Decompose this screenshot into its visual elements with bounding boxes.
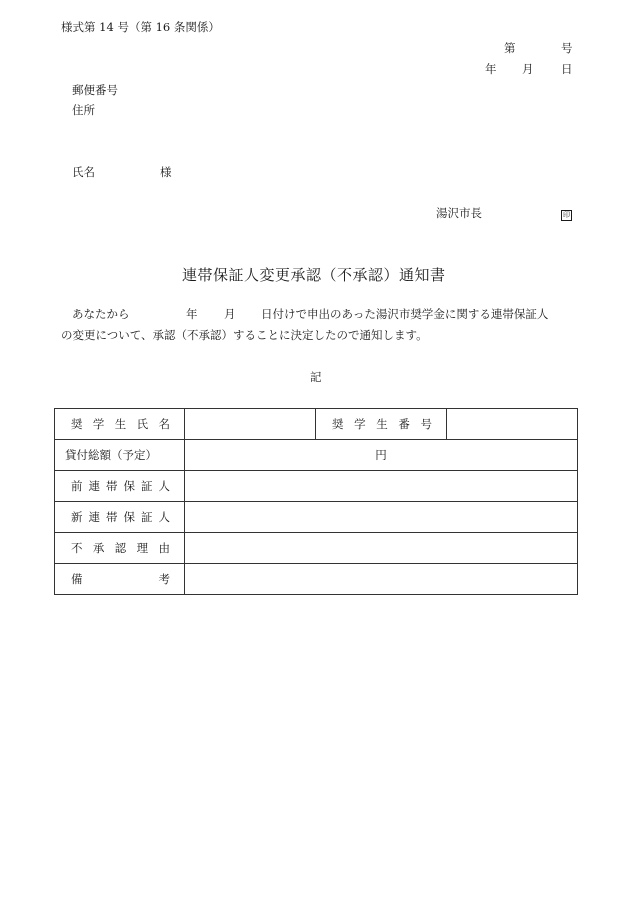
date-year: 年 bbox=[485, 62, 497, 76]
label-new-guarantor: 新 連 帯 保 証 人 bbox=[55, 502, 185, 533]
student-number-field[interactable] bbox=[447, 409, 578, 440]
postal-code-label: 郵便番号 bbox=[72, 83, 118, 97]
label-student-name: 奨 学 生 氏 名 bbox=[55, 409, 185, 440]
details-table bbox=[54, 408, 578, 595]
address-label: 住所 bbox=[72, 103, 95, 117]
total-loan-field[interactable] bbox=[185, 440, 578, 471]
table-row bbox=[55, 533, 578, 564]
form-number: 様式第 14 号（第 16 条関係） bbox=[61, 20, 220, 34]
seal-mark: 印 bbox=[563, 211, 570, 219]
table-row bbox=[55, 409, 578, 440]
date-month: 月 bbox=[522, 62, 534, 76]
former-guarantor-field[interactable] bbox=[185, 471, 578, 502]
table-row bbox=[55, 564, 578, 595]
ki-heading: 記 bbox=[310, 370, 322, 384]
date-day: 日 bbox=[561, 62, 573, 76]
body-line-2: の変更について、承認（不承認）することに決定したので通知します。 bbox=[61, 328, 428, 342]
document-title: 連帯保証人変更承認（不承認）通知書 bbox=[182, 266, 446, 284]
honorific: 様 bbox=[160, 165, 172, 179]
student-name-field[interactable] bbox=[185, 409, 316, 440]
rejection-reason-field[interactable] bbox=[185, 533, 578, 564]
body-month: 月 bbox=[224, 307, 236, 321]
label-former-guarantor: 前 連 帯 保 証 人 bbox=[55, 471, 185, 502]
name-label: 氏名 bbox=[72, 165, 95, 179]
table-row bbox=[55, 471, 578, 502]
label-total-loan: 貸付総額（予定） bbox=[55, 440, 185, 471]
label-student-number: 奨 学 生 番 号 bbox=[316, 409, 447, 440]
body-text-start: あなたから bbox=[72, 307, 130, 321]
number-prefix: 第 bbox=[504, 41, 516, 55]
new-guarantor-field[interactable] bbox=[185, 502, 578, 533]
number-suffix: 号 bbox=[561, 41, 573, 55]
yen-unit: 円 bbox=[375, 448, 387, 462]
issuer-title: 湯沢市長 bbox=[436, 206, 482, 220]
label-remarks: 備 考 bbox=[55, 564, 185, 595]
table-row bbox=[55, 502, 578, 533]
table-row bbox=[55, 440, 578, 471]
remarks-field[interactable] bbox=[185, 564, 578, 595]
label-rejection-reason: 不 承 認 理 由 bbox=[55, 533, 185, 564]
body-year: 年 bbox=[186, 307, 198, 321]
body-text-rest: 日付けで申出のあった湯沢市奨学金に関する連帯保証人 bbox=[261, 307, 549, 321]
